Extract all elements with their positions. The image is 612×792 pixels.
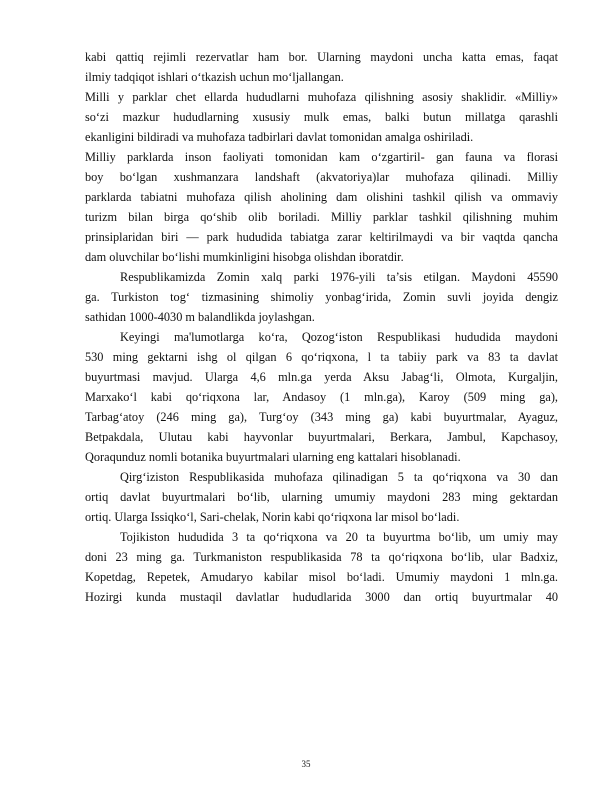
- paragraph-first-line: Qirg‘iziston Respublikasida muhofaza qilinadigan 5 ta qo‘riqxona va 30 dan: [120, 470, 558, 484]
- page-number: 35: [301, 759, 311, 769]
- text-line: doni 23 ming ga. Turkmaniston respublikasida 78 ta qo‘riqxona bo‘lib, ular Badxiz,: [85, 550, 558, 564]
- text-line: Milli y parklar chet ellarda hududlarni muhofaza qilishning asosiy shaklidir. «Milliy»: [85, 90, 558, 104]
- text-line: ortiq davlat buyurtmalari bo‘lib, ularning umumiy maydoni 283 ming gektardan: [85, 490, 558, 504]
- text-line: Milliy parklarda inson faoliyati tomonidan kam o‘zgartiril- gan fauna va florasi: [85, 150, 558, 164]
- text-line: prinsiplaridan biri — park hududida tabiatga zarar keltirilmaydi va bir vaqtda qancha: [85, 230, 558, 244]
- text-line: Qoraqunduz nomli botanika buyurtmalari ularning eng kattalari hisoblanadi.: [85, 450, 461, 464]
- text-line: parklarda tabiatni muhofaza qilish aholining dam olishini tashkil qilish va ommaviy: [85, 190, 558, 204]
- text-line: Kopetdag, Repetek, Amudaryo kabilar misol bo‘ladi. Umumiy maydoni 1 mln.ga.: [85, 570, 558, 584]
- paragraph-first-line: Respublikamizda Zomin xalq parki 1976-yili ta’sis etilgan. Maydoni 45590: [120, 270, 558, 284]
- text-line: ga. Turkiston tog‘ tizmasining shimoliy yonbag‘irida, Zomin suvli joyida dengiz: [85, 290, 558, 304]
- text-line: Tarbag‘atoy (246 ming ga), Turg‘oy (343 ming ga) kabi buyurtmalar, Ayaguz,: [85, 410, 558, 424]
- text-line: turizm bilan birga qo‘shib olib boriladi. Milliy parklar tashkil qilishning muhim: [85, 210, 558, 224]
- text-line: 530 ming gektarni ishg ol qilgan 6 qo‘riqxona, l ta tabiiy park va 83 ta davlat: [85, 350, 558, 364]
- text-line: boy bo‘lgan xushmanzara landshaft (akvatoriya)lar muhofaza qilinadi. Milliy: [85, 170, 558, 184]
- text-line: Betpakdala, Ulutau kabi hayvonlar buyurtmalari, Berkara, Jambul, Kapchasoy,: [85, 430, 558, 444]
- text-line: kabi qattiq rejimli rezervatlar ham bor. Ularning maydoni uncha katta emas, faqat: [85, 50, 558, 64]
- text-line: ekanligini bildiradi va muhofaza tadbirlari davlat tomonidan amalga oshiriladi.: [85, 130, 474, 144]
- text-line: Marxako‘l kabi qo‘riqxona lar, Andasoy (1 mln.ga), Karoy (509 ming ga),: [85, 390, 558, 404]
- paragraph-first-line: Keyingi ma'lumotlarga ko‘ra, Qozog‘iston Respublikasi hududida maydoni: [120, 330, 558, 344]
- text-line: ilmiy tadqiqot ishlari o‘tkazish uchun mo‘ljallangan.: [85, 70, 344, 84]
- text-line: ortiq. Ularga Issiqko‘l, Sari-chelak, Norin kabi qo‘riqxona lar misol bo‘ladi.: [85, 510, 460, 524]
- text-line: Hozirgi kunda mustaqil davlatlar hududlarida 3000 dan ortiq buyurtmalar 40: [85, 590, 558, 604]
- text-line: buyurtmasi mavjud. Ularga 4,6 mln.ga yerda Aksu Jabag‘li, Olmota, Kurgaljin,: [85, 370, 558, 384]
- text-line: sathidan 1000-4030 m balandlikda joylashgan.: [85, 310, 315, 324]
- text-line: dam oluvchilar bo‘lishi mumkinligini hisobga olishdan iboratdir.: [85, 250, 404, 264]
- text-line: so‘zi mazkur hududlarning xususiy mulk emas, balki butun millatga qarashli: [85, 110, 558, 124]
- paragraph-first-line: Tojikiston hududida 3 ta qo‘riqxona va 20 ta buyurtma bo‘lib, um umiy may: [120, 530, 558, 544]
